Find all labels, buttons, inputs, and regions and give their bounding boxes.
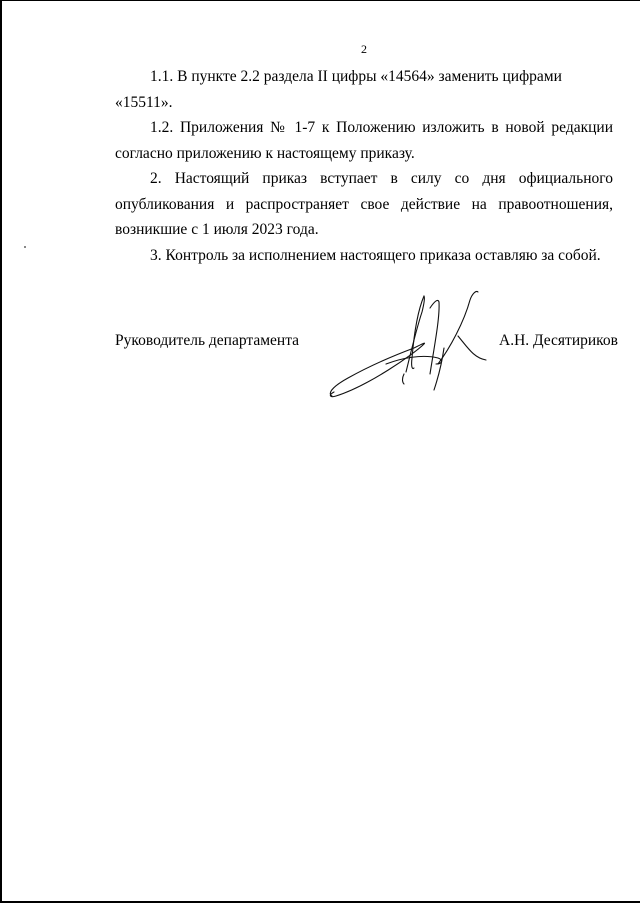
- position-title: Руководитель департамента: [115, 332, 300, 349]
- paragraph-1-1: 1.1. В пункте 2.2 раздела II цифры «14564» заменить цифрами «15511».: [115, 68, 562, 111]
- paragraph-3: 3. Контроль за исполнением настоящего приказа оставляю за собой.: [150, 246, 601, 264]
- document-body: [115, 64, 613, 268]
- handwritten-signature: [318, 278, 498, 408]
- signer-name: А.Н. Десятириков: [499, 332, 618, 349]
- paragraph-1-2: 1.2. Приложения № 1-7 к Положению изложить в новой редакции согласно приложению к настоящему приказу.: [115, 119, 613, 162]
- paragraph-2: 2. Настоящий приказ вступает в силу со дня официального опубликования и распространяет свое действие на правоотношения, возникшие с 1 июля 2023 года.: [115, 170, 613, 238]
- page-number: 2: [361, 42, 367, 56]
- scan-speck: [24, 246, 26, 248]
